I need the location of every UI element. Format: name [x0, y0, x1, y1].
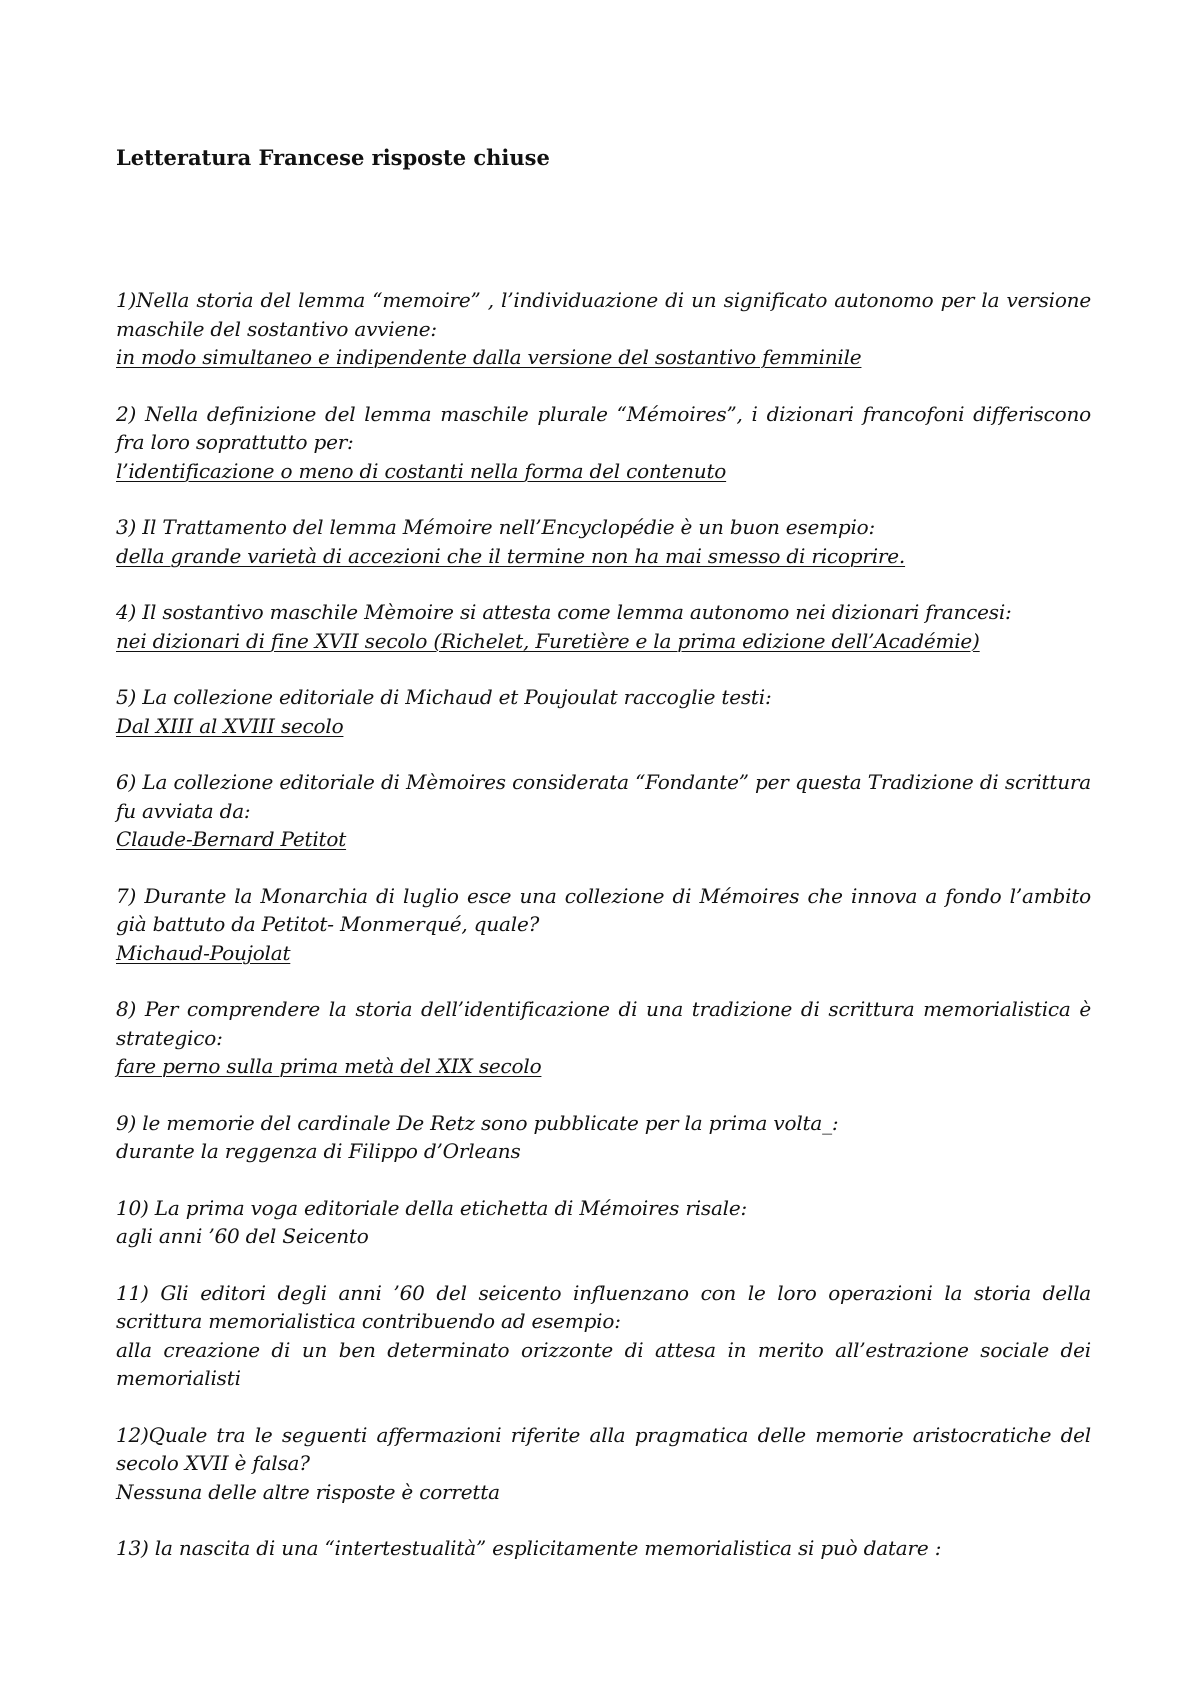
question-item-3 [116, 513, 1091, 570]
question-text: 4) Il sostantivo maschile Mèmoire si attesta come lemma autonomo nei dizionari francesi: [116, 600, 1012, 624]
question-text: 5) La collezione editoriale di Michaud et Poujoulat raccoglie testi: [116, 685, 772, 709]
question-item-11 [116, 1279, 1091, 1393]
question-list [116, 286, 1091, 1591]
answer-text: fare perno sulla prima metà del XIX secolo [116, 1054, 542, 1078]
question-text: 7) Durante la Monarchia di luglio esce una collezione di Mémoires che innova a fondo l’ambito già battuto da Petitot- Monmerqué, quale? [116, 883, 1091, 936]
question-item-6 [116, 768, 1091, 854]
answer-text: agli anni ’60 del Seicento [116, 1224, 369, 1248]
question-text: 13) la nascita di una “intertestualità” esplicitamente memorialistica si può datare : [116, 1536, 942, 1560]
question-text: 9) le memorie del cardinale De Retz sono pubblicate per la prima volta_: [116, 1110, 839, 1135]
question-item-4 [116, 598, 1091, 655]
answer-text: l’identificazione o meno di costanti nella forma del contenuto [116, 458, 727, 483]
question-item-5 [116, 683, 1091, 740]
question-item-8 [116, 995, 1091, 1081]
answer-text: Nessuna delle altre risposte è corretta [116, 1479, 500, 1504]
question-item-13 [116, 1534, 1091, 1563]
answer-text: Dal XIII al XVIII secolo [116, 713, 344, 738]
question-item-9 [116, 1109, 1091, 1166]
question-text: 8) Per comprendere la storia dell’identificazione di una tradizione di scrittura memorialistica è strategico: [116, 997, 1091, 1050]
question-item-1 [116, 286, 1091, 372]
question-text: 12)Quale tra le seguenti affermazioni riferite alla pragmatica delle memorie aristocratiche del secolo XVII è falsa? [116, 1422, 1091, 1475]
answer-text: alla creazione di un ben determinato orizzonte di attesa in merito all’estrazione sociale dei memorialisti [116, 1337, 1091, 1390]
question-text: 11) Gli editori degli anni ’60 del seicento influenzano con le loro operazioni la storia della scrittura memorialistica contribuendo ad esempio: [116, 1280, 1091, 1333]
question-item-10 [116, 1194, 1091, 1251]
question-text: 1)Nella storia del lemma “memoire” , l’individuazione di un significato autonomo per la versione maschile del sostantivo avviene: [116, 288, 1091, 341]
answer-text: in modo simultaneo e indipendente dalla versione del sostantivo femminile [116, 345, 862, 369]
question-item-12 [116, 1421, 1091, 1507]
answer-text: durante la reggenza di Filippo d’Orleans [116, 1139, 521, 1163]
question-text: 10) La prima voga editoriale della etichetta di Mémoires risale: [116, 1195, 748, 1220]
answer-text: Michaud-Poujolat [116, 940, 291, 965]
question-item-7 [116, 882, 1091, 968]
answer-text: Claude-Bernard Petitot [116, 827, 347, 851]
question-text: 2) Nella definizione del lemma maschile plurale “Mémoires”, i dizionari francofoni differiscono fra loro soprattutto per: [116, 401, 1091, 454]
question-item-2 [116, 400, 1091, 486]
answer-text: nei dizionari di fine XVII secolo (Richelet, Furetière e la prima edizione dell’Académie) [116, 628, 980, 653]
question-text: 3) Il Trattamento del lemma Mémoire nell’Encyclopédie è un buon esempio: [116, 515, 876, 539]
answer-text: della grande varietà di accezioni che il termine non ha mai smesso di ricoprire. [116, 543, 906, 568]
question-text: 6) La collezione editoriale di Mèmoires considerata “Fondante” per questa Tradizione di scrittura fu avviata da: [116, 770, 1091, 823]
document-title: Letteratura Francese risposte chiuse [116, 145, 550, 170]
